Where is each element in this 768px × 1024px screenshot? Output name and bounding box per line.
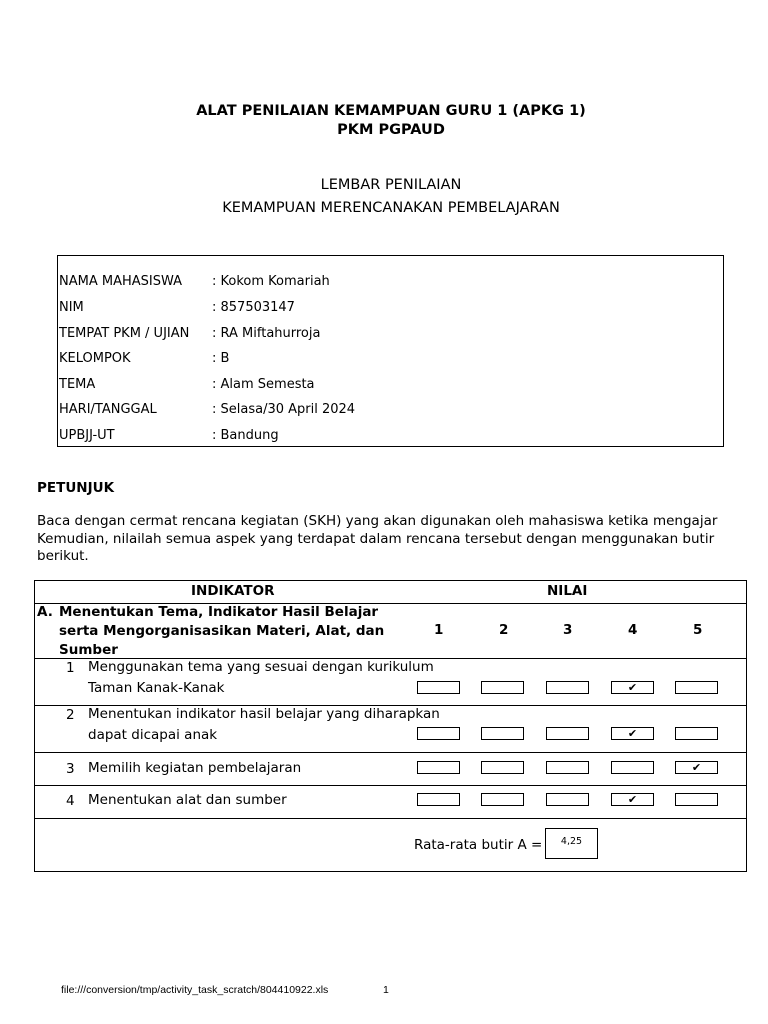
info-label-date: HARI/TANGGAL: [59, 402, 157, 417]
instructions-line: berikut.: [37, 548, 89, 564]
sheet-subtitle: KEMAMPUAN MERENCANAKAN PEMBELAJARAN: [222, 200, 560, 216]
table-divider: [34, 752, 747, 753]
instructions-text: [37, 513, 757, 566]
score-checkbox[interactable]: [546, 727, 589, 740]
average-value: 4,25: [560, 836, 583, 847]
criteria-text: Menentukan Tema, Indikator Hasil Belajar serta Mengorganisasikan Materi, Alat, dan Sumber: [59, 604, 385, 658]
scale-label-4: 4: [628, 622, 638, 638]
footer-file-path: file:///conversion/tmp/activity_task_scratch/804410922.xls: [61, 984, 329, 996]
table-divider: [34, 785, 747, 786]
instructions-line: Kemudian, nilailah semua aspek yang terdapat dalam rencana tersebut dengan menggunakan butir: [37, 530, 715, 547]
info-label-location: TEMPAT PKM / UJIAN: [59, 326, 190, 341]
score-checkbox[interactable]: [546, 761, 589, 774]
footer-page-number: 1: [383, 984, 389, 996]
info-label-theme: TEMA: [59, 377, 96, 392]
info-value-group: : B: [212, 351, 230, 366]
score-checkbox[interactable]: [417, 681, 460, 694]
score-checkbox[interactable]: [417, 793, 460, 806]
info-label-nim: NIM: [59, 300, 84, 315]
info-value-date: : Selasa/30 April 2024: [212, 402, 356, 417]
item-number: 2: [66, 707, 75, 723]
item-text-line: Menentukan indikator hasil belajar yang diharapkan: [88, 706, 440, 722]
info-value-theme: : Alam Semesta: [212, 377, 315, 392]
item-number: 4: [66, 793, 75, 809]
item-text-line: Menggunakan tema yang sesuai dengan kurikulum: [88, 659, 434, 675]
form-title: ALAT PENILAIAN KEMAMPUAN GURU 1 (APKG 1): [196, 103, 586, 119]
score-checkbox-checked[interactable]: ✔: [611, 793, 654, 806]
info-value-location: : RA Miftahurroja: [212, 326, 321, 341]
column-header-indicator: INDIKATOR: [191, 583, 275, 599]
criteria-letter: A.: [37, 604, 53, 620]
item-text: [88, 704, 468, 746]
average-label: Rata-rata butir A =: [414, 837, 543, 853]
score-checkbox[interactable]: [675, 681, 718, 694]
info-label-group: KELOMPOK: [59, 351, 131, 366]
column-header-score: NILAI: [547, 583, 588, 599]
scale-label-2: 2: [499, 622, 509, 638]
scale-label-3: 3: [563, 622, 573, 638]
item-text-line: Memilih kegiatan pembelajaran: [88, 760, 302, 776]
item-text-line: dapat dicapai anak: [88, 727, 218, 743]
info-label-upbjj: UPBJJ-UT: [59, 428, 115, 443]
score-checkbox-checked[interactable]: ✔: [611, 727, 654, 740]
score-checkbox[interactable]: [611, 761, 654, 774]
score-checkbox-checked[interactable]: ✔: [611, 681, 654, 694]
item-number: 1: [66, 660, 75, 676]
table-divider: [34, 818, 747, 819]
average-value-box: [545, 828, 598, 859]
form-title-sub: PKM PGPAUD: [337, 122, 445, 138]
score-checkbox[interactable]: [481, 727, 524, 740]
info-label-name: NAMA MAHASISWA: [59, 274, 183, 289]
item-text: [88, 758, 468, 779]
score-checkbox-checked[interactable]: ✔: [675, 761, 718, 774]
sheet-title: LEMBAR PENILAIAN: [320, 177, 462, 193]
score-checkbox[interactable]: [546, 793, 589, 806]
score-checkbox[interactable]: [417, 761, 460, 774]
info-value-nim: : 857503147: [212, 300, 295, 315]
item-text: [88, 657, 468, 699]
score-checkbox[interactable]: [481, 761, 524, 774]
instructions-heading: PETUNJUK: [37, 480, 115, 496]
score-checkbox[interactable]: [417, 727, 460, 740]
item-text-line: Taman Kanak-Kanak: [88, 680, 225, 696]
score-checkbox[interactable]: [675, 727, 718, 740]
item-number: 3: [66, 761, 75, 777]
score-checkbox[interactable]: [546, 681, 589, 694]
info-value-name: : Kokom Komariah: [212, 274, 330, 289]
item-text-line: Menentukan alat dan sumber: [88, 792, 287, 808]
score-checkbox[interactable]: [481, 793, 524, 806]
item-text: [88, 790, 468, 811]
scale-label-1: 1: [434, 622, 444, 638]
scale-label-5: 5: [693, 622, 703, 638]
score-checkbox[interactable]: [481, 681, 524, 694]
score-checkbox[interactable]: [675, 793, 718, 806]
info-value-upbjj: : Bandung: [212, 428, 279, 443]
instructions-line: Baca dengan cermat rencana kegiatan (SKH) yang akan digunakan oleh mahasiswa ketika mengajar: [37, 513, 718, 529]
